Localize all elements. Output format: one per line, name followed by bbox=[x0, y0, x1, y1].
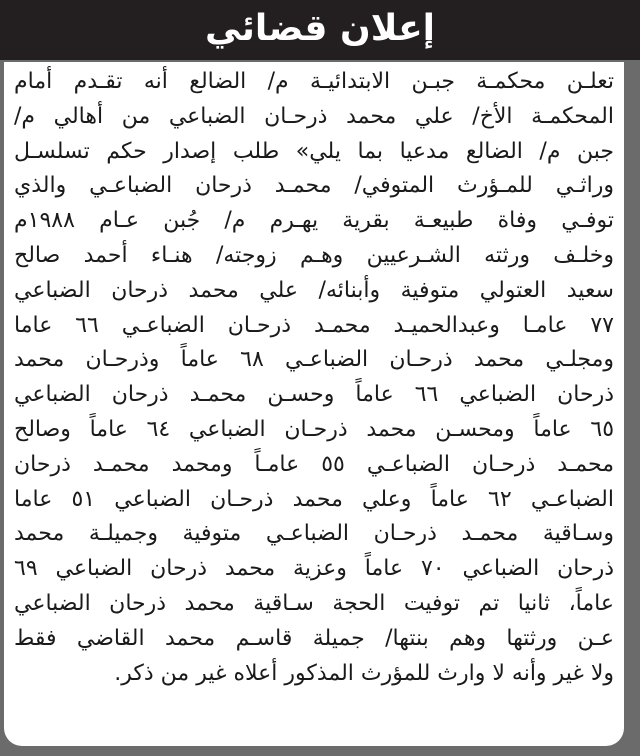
notice-title: إعلان قضائي bbox=[204, 8, 436, 49]
notice-line: ولا غير وأنه لا وارث للمؤرث المذكور أعلاه غير من ذكر. bbox=[114, 660, 614, 686]
notice-line: عاماً، ثانيا تم توفيت الحجة سـاقية محمد ذرحان الضباعي bbox=[14, 590, 614, 616]
notice-line: ذرحان الضباعي ٦٦ عاماً وحسـن محمـد ذرحان الضباعي bbox=[14, 382, 614, 408]
notice-body bbox=[4, 62, 624, 746]
notice-line: ذرحان الضباعي ٧٠ عاماً وعزية محمد ذرحان الضباعي ٦٩ bbox=[14, 556, 614, 582]
notice-line: جبن م/ الضالع مدعيا بما يلي» طلب إصدار حكم تسلسـل bbox=[14, 138, 614, 164]
notice-line: ٦٥ عاماً ومحسـن محمد ذرحـان الضباعي ٦٤ عاماً وصالح bbox=[14, 416, 614, 442]
notice-line: وسـاقية محمـد ذرحـان الضباعـي متوفية وجميلـة محمد bbox=[14, 521, 614, 547]
notice-text bbox=[14, 65, 614, 691]
notice-line: توفـي وفاة طبيعـة بقرية يهـرم م/ جُبن عـام ١٩٨٨م bbox=[14, 208, 614, 234]
notice-line: وراثـي للمـؤرث المتوفي/ محمـد ذرحان الضباعـي والذي bbox=[14, 173, 614, 199]
notice-line: سعيد العتولي متوفية وأبنائه/ علي محمد ذرحان الضباعي bbox=[14, 277, 614, 303]
notice-line: الضباعـي ٦٢ عاماً وعلي محمد ذرحـان الضباعي ٥١ عاما bbox=[14, 486, 614, 512]
notice-line: ومجلـي محمد ذرحـان الضباعـي ٦٨ عاماً وذرحـان محمد bbox=[14, 347, 614, 373]
notice-frame bbox=[0, 60, 640, 756]
notice-line: وخلـف ورثته الشـرعيين وهـم زوجته/ هنـاء أحمد صالح bbox=[14, 242, 614, 268]
notice-line: المحكمـة الأخ/ علي محمد ذرحـان الضباعي من أهالي م/ bbox=[14, 103, 614, 129]
notice-line: تعلـن محكمـة جبـن الابتدائيـة م/ الضالع أنه تقـدم أمام bbox=[14, 69, 614, 94]
notice-header bbox=[0, 0, 640, 60]
notice-line: محمـد ذرحـان الضباعـي ٥٥ عامـاً ومحمد محمـد ذرحان bbox=[14, 451, 614, 477]
notice-line: عـن ورثتها وهم بنتها/ جميلة قاسـم محمد القاضي فقط bbox=[14, 625, 614, 651]
notice-line: ٧٧ عامـا وعبدالحميـد محمـد ذرحـان الضباعـي ٦٦ عاما bbox=[14, 312, 614, 338]
